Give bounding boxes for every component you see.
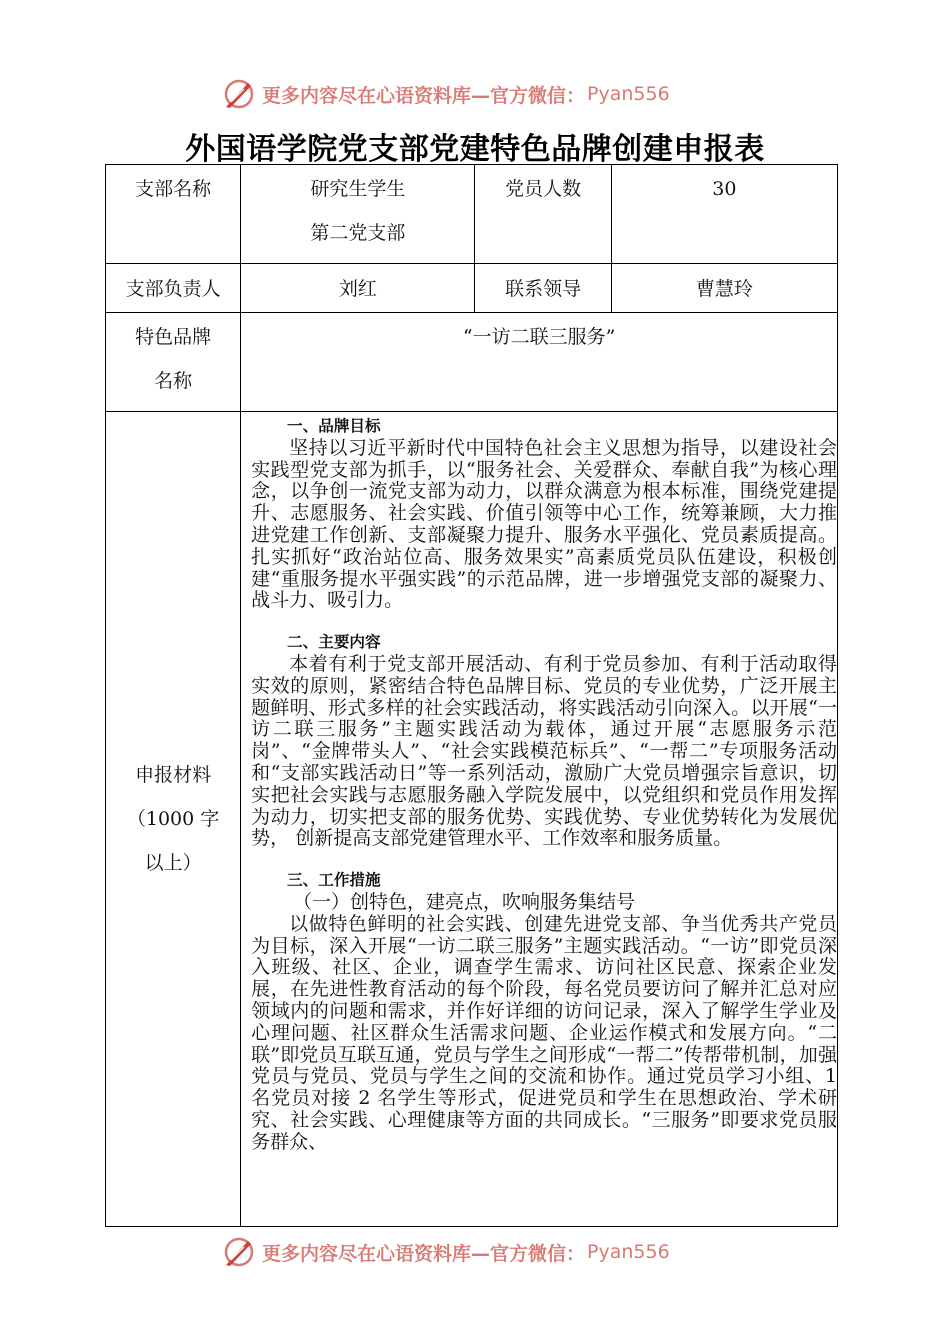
material-label-line1: 申报材料 <box>135 764 212 786</box>
watermark-wechat-id: Pyan556 <box>587 83 670 105</box>
member-count: 30 <box>712 178 737 200</box>
contact-leader-name: 曹慧玲 <box>695 278 753 300</box>
watermark-text: 更多内容尽在心语资料库—官方微信： <box>262 1242 586 1265</box>
branch-name-line2: 第二党支部 <box>310 222 406 244</box>
branch-name-line1: 研究生学生 <box>310 178 406 200</box>
section-heading-main-content: 二、主要内容 <box>287 633 381 652</box>
member-count-cell <box>611 165 837 264</box>
leader-label: 支部负责人 <box>125 278 221 300</box>
member-count-label: 党员人数 <box>505 178 582 200</box>
application-form-table <box>105 164 838 1227</box>
material-label-line2: （1000 字 <box>126 808 220 830</box>
watermark-text: 更多内容尽在心语资料库—官方微信： <box>262 84 586 107</box>
paragraph-measures: 以做特色鲜明的社会实践、创建先进党支部、争当优秀共产党员为目标，深入开展“一访二联三服务”主题实践活动。“一访”即党员深入班级、社区、企业，调查学生需求、访问社区民意、探索企业发展，在先进性教育活动的每个阶段，每名党员要访问了解并汇总对应领域内的问题和需求，并作好详细的访问记录，深入了解学生学业及心理问题、社区群众生活需求问题、企业运作模式和发展方向。“二联”即党员互联互通，党员与学生之间形成“一帮二”传帮带机制，加强党员与党员、党员与学生之间的交流和协作。通过党员学习小组、1 名党员对接 2 名学生等形式，促进党员和学生在思想政治、学术研究、社会实践、心理健康等方面的共同成长。“三服务”即要求党员服务群众、 <box>251 912 837 1153</box>
brand-name-cell <box>241 313 838 412</box>
quill-logo-icon <box>222 1235 256 1269</box>
table-row <box>106 165 838 264</box>
branch-name-label: 支部名称 <box>135 178 212 200</box>
contact-leader-label-cell <box>475 264 611 313</box>
leader-name: 刘红 <box>338 278 377 300</box>
material-content-cell <box>241 412 838 1227</box>
quill-logo-icon <box>222 77 256 111</box>
material-label-line3: 以上） <box>144 852 202 874</box>
watermark-top <box>222 77 670 111</box>
table-row <box>106 412 838 1227</box>
material-label-cell <box>106 412 241 1227</box>
brand-label-cell <box>106 313 241 412</box>
table-row <box>106 313 838 412</box>
contact-leader-label: 联系领导 <box>505 278 582 300</box>
document-title: 外国语学院党支部党建特色品牌创建申报表 <box>185 132 765 167</box>
paragraph-main-content: 本着有利于党支部开展活动、有利于党员参加、有利于活动取得实效的原则，紧密结合特色品牌目标、党员的专业优势，广泛开展主题鲜明、形式多样的社会实践活动，将实践活动引向深入。以开展“一访二联三服务”主题实践活动为载体，通过开展“志愿服务示范岗”、“金牌带头人”、“社会实践模范标兵”、“一帮二”专项服务活动和“支部实践活动日”等一系列活动，激励广大党员增强宗旨意识，切实把社会实践与志愿服务融入学院发展中，以党组织和党员作用发挥为动力，切实把支部的服务优势、实践优势、专业优势转化为发展优势， 创新提高支部党建管理水平、工作效率和服务质量。 <box>251 652 837 850</box>
section-heading-brand-goal: 一、品牌目标 <box>287 417 381 435</box>
paragraph-brand-goal: 坚持以习近平新时代中国特色社会主义思想为指导，以建设社会实践型党支部为抓手，以“服务社会、关爱群众、奉献自我”为核心理念，以争创一流党支部为动力，以群众满意为根本标准，围绕党建提升、志愿服务、社会实践、价值引领等中心工作，统筹兼顾，大力推进党建工作创新、支部凝聚力提升、服务水平强化、党员素质提高。扎实抓好“政治站位高、服务效果实”高素质党员队伍建设，积极创建“重服务提水平强实践”的示范品牌，进一步增强党支部的凝聚力、战斗力、吸引力。 <box>251 436 837 612</box>
brand-name: “一访二联三服务” <box>462 326 616 348</box>
brand-label-line1: 特色品牌 <box>135 326 212 348</box>
watermark-wechat-id: Pyan556 <box>587 1241 670 1263</box>
subsection-heading: （一）创特色，建亮点，吹响服务集结号 <box>292 890 635 913</box>
member-count-label-cell <box>475 165 611 264</box>
branch-name-label-cell <box>106 165 241 264</box>
table-row <box>106 264 838 313</box>
watermark-bottom <box>222 1235 670 1269</box>
brand-label-line2: 名称 <box>154 370 193 392</box>
branch-name-cell <box>241 165 475 264</box>
contact-leader-cell <box>611 264 837 313</box>
leader-cell <box>241 264 475 313</box>
leader-label-cell <box>106 264 241 313</box>
section-heading-measures: 三、工作措施 <box>287 871 381 890</box>
